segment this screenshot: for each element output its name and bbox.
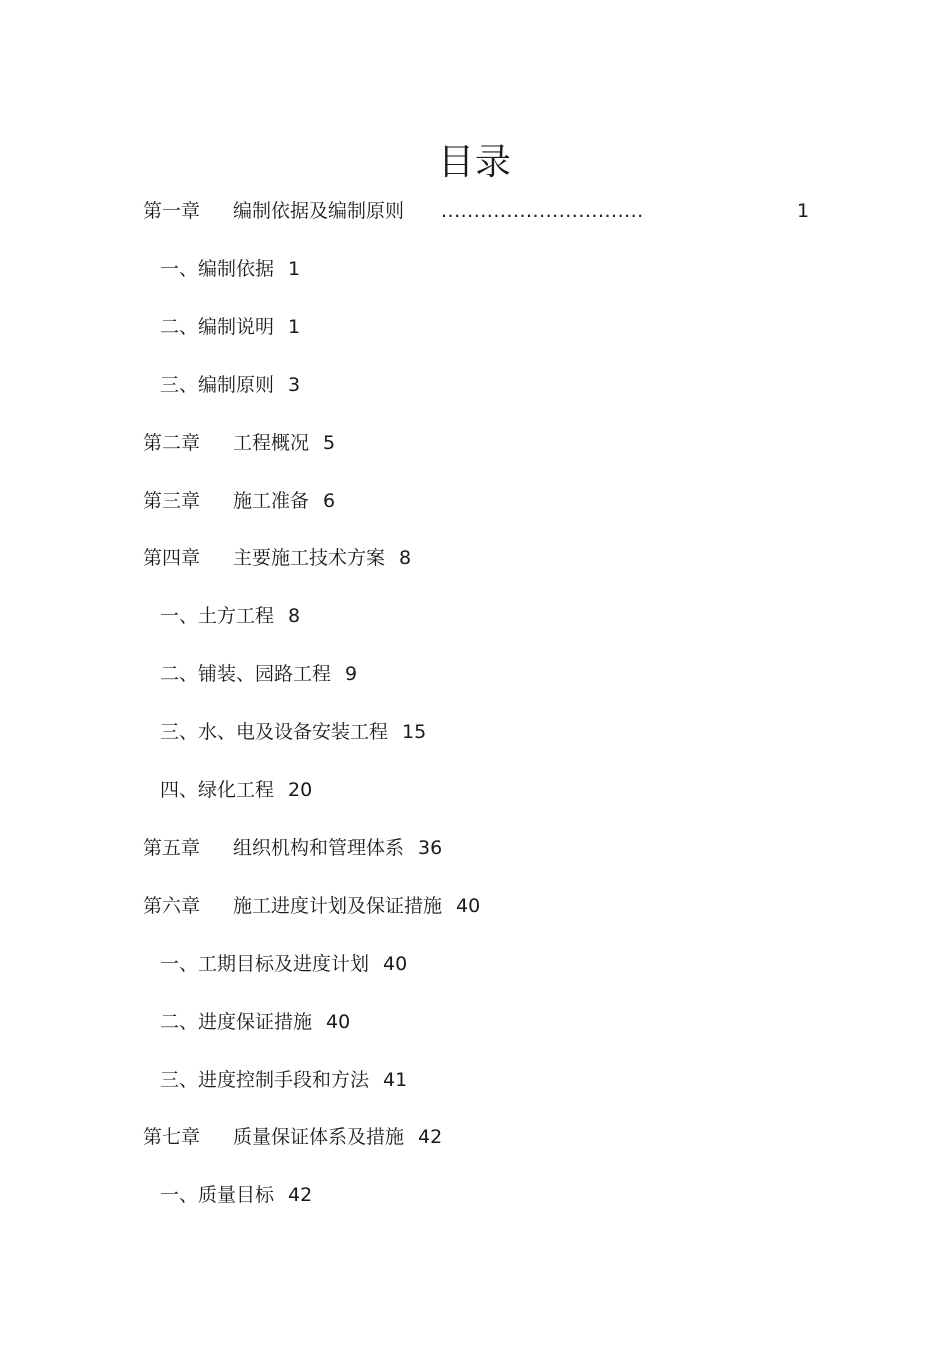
entry-title: 三、水、电及设备安装工程 bbox=[160, 721, 389, 744]
chapter-number: 第二章 bbox=[143, 431, 201, 454]
page-number: 8 bbox=[399, 547, 412, 570]
toc-section-entry[interactable] bbox=[160, 659, 357, 689]
chapter-number: 第三章 bbox=[143, 489, 201, 512]
toc-chapter-entry[interactable] bbox=[143, 833, 442, 863]
dot-leader: ............................... bbox=[441, 200, 644, 222]
page-number: 1 bbox=[797, 200, 810, 222]
toc-section-entry[interactable] bbox=[160, 601, 300, 631]
chapter-number: 第一章 bbox=[143, 200, 201, 222]
entry-title: 二、编制说明 bbox=[160, 315, 275, 338]
entry-title: 编制依据及编制原则 bbox=[233, 200, 405, 222]
entry-title: 二、进度保证措施 bbox=[160, 1010, 313, 1033]
toc-chapter-entry[interactable] bbox=[143, 428, 335, 458]
toc-section-entry[interactable] bbox=[160, 949, 407, 979]
entry-title: 工程概况 bbox=[233, 431, 310, 454]
entry-title: 质量保证体系及措施 bbox=[233, 1126, 405, 1149]
page-number: 15 bbox=[402, 721, 427, 744]
toc-chapter-entry[interactable] bbox=[143, 891, 480, 921]
toc-section-entry[interactable] bbox=[160, 254, 300, 284]
page-number: 6 bbox=[323, 489, 336, 512]
entry-title: 二、铺装、园路工程 bbox=[160, 663, 332, 686]
entry-title: 施工进度计划及保证措施 bbox=[233, 894, 443, 917]
toc-section-entry[interactable] bbox=[160, 717, 426, 747]
entry-title: 一、土方工程 bbox=[160, 605, 275, 628]
entry-title: 一、工期目标及进度计划 bbox=[160, 952, 370, 975]
page-number: 3 bbox=[288, 373, 301, 396]
toc-title: 目录 bbox=[437, 142, 512, 183]
toc-section-entry[interactable] bbox=[160, 1180, 312, 1210]
toc-section-entry[interactable] bbox=[160, 775, 312, 805]
chapter-number: 第七章 bbox=[143, 1126, 201, 1149]
entry-title: 一、质量目标 bbox=[160, 1184, 275, 1207]
toc-section-entry[interactable] bbox=[160, 1065, 407, 1095]
page-number: 20 bbox=[288, 779, 313, 801]
toc-chapter-entry[interactable] bbox=[143, 486, 335, 516]
page-number: 40 bbox=[383, 952, 408, 975]
page-number: 40 bbox=[326, 1010, 351, 1033]
page-number: 41 bbox=[383, 1068, 408, 1091]
entry-title: 四、绿化工程 bbox=[160, 779, 275, 801]
toc-section-entry[interactable] bbox=[160, 1007, 350, 1037]
toc-section-entry[interactable] bbox=[160, 312, 300, 342]
page-number: 36 bbox=[418, 836, 443, 859]
page-number: 40 bbox=[456, 894, 481, 917]
entry-title: 主要施工技术方案 bbox=[233, 547, 386, 570]
toc-chapter-entry[interactable] bbox=[143, 1122, 442, 1152]
toc-section-entry[interactable] bbox=[160, 370, 300, 400]
toc-chapter-entry[interactable] bbox=[143, 543, 411, 573]
page-number: 1 bbox=[288, 257, 301, 280]
chapter-number: 第五章 bbox=[143, 836, 201, 859]
chapter-number: 第六章 bbox=[143, 894, 201, 917]
page-number: 1 bbox=[288, 315, 301, 338]
page-number: 42 bbox=[288, 1184, 313, 1207]
entry-title: 三、编制原则 bbox=[160, 373, 275, 396]
entry-title: 施工准备 bbox=[233, 489, 310, 512]
page-number: 9 bbox=[345, 663, 358, 686]
entry-title: 三、进度控制手段和方法 bbox=[160, 1068, 370, 1091]
chapter-number: 第四章 bbox=[143, 547, 201, 570]
entry-title: 组织机构和管理体系 bbox=[233, 836, 405, 859]
page-number: 5 bbox=[323, 431, 336, 454]
entry-title: 一、编制依据 bbox=[160, 257, 275, 280]
toc-chapter-entry[interactable] bbox=[143, 196, 810, 226]
page-number: 8 bbox=[288, 605, 301, 628]
page-number: 42 bbox=[418, 1126, 443, 1149]
